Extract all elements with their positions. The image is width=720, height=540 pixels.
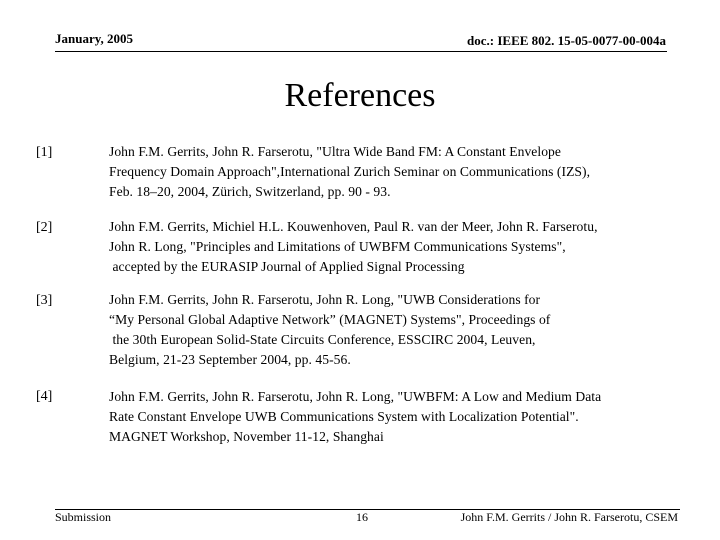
reference-number: [3] [36, 293, 53, 308]
reference-line: Rate Constant Envelope UWB Communications System with Localization Potential". [109, 409, 579, 424]
reference-line: Belgium, 21-23 September 2004, pp. 45-56. [109, 352, 351, 367]
reference-line: John F.M. Gerrits, Michiel H.L. Kouwenhoven, Paul R. van der Meer, John R. Farserotu, [109, 219, 598, 234]
reference-line: John F.M. Gerrits, John R. Farserotu, "Ultra Wide Band FM: A Constant Envelope [109, 144, 561, 159]
reference-text [109, 142, 699, 202]
footer-page-number: 16 [356, 510, 368, 524]
reference-line: “My Personal Global Adaptive Network” (MAGNET) Systems", Proceedings of [109, 312, 551, 327]
reference-line: Feb. 18–20, 2004, Zürich, Switzerland, pp. 90 - 93. [109, 184, 391, 199]
header-doc-id: doc.: IEEE 802. 15-05-0077-00-004a [467, 33, 666, 48]
footer-authors: John F.M. Gerrits / John R. Farserotu, CSEM [460, 510, 678, 524]
reference-line: MAGNET Workshop, November 11-12, Shanghai [109, 429, 384, 444]
reference-number: [2] [36, 220, 53, 235]
footer-submission: Submission [55, 510, 112, 524]
reference-line: accepted by the EURASIP Journal of Applied Signal Processing [109, 259, 465, 274]
slide-title: References [284, 77, 436, 114]
reference-line: Frequency Domain Approach",International Zurich Seminar on Communications (IZS), [109, 164, 591, 179]
reference-line: the 30th European Solid-State Circuits Conference, ESSCIRC 2004, Leuven, [109, 332, 536, 347]
reference-line: John F.M. Gerrits, John R. Farserotu, John R. Long, "UWB Considerations for [109, 292, 541, 307]
reference-line: John F.M. Gerrits, John R. Farserotu, John R. Long, "UWBFM: A Low and Medium Data [109, 389, 602, 404]
reference-number: [1] [36, 145, 53, 160]
reference-number: [4] [36, 389, 53, 404]
reference-text [109, 290, 699, 370]
reference-text [109, 387, 699, 447]
header-date: January, 2005 [55, 31, 134, 46]
reference-text [109, 217, 699, 277]
reference-line: John R. Long, "Principles and Limitations of UWBFM Communications Systems", [109, 239, 566, 254]
header-divider [55, 51, 667, 52]
